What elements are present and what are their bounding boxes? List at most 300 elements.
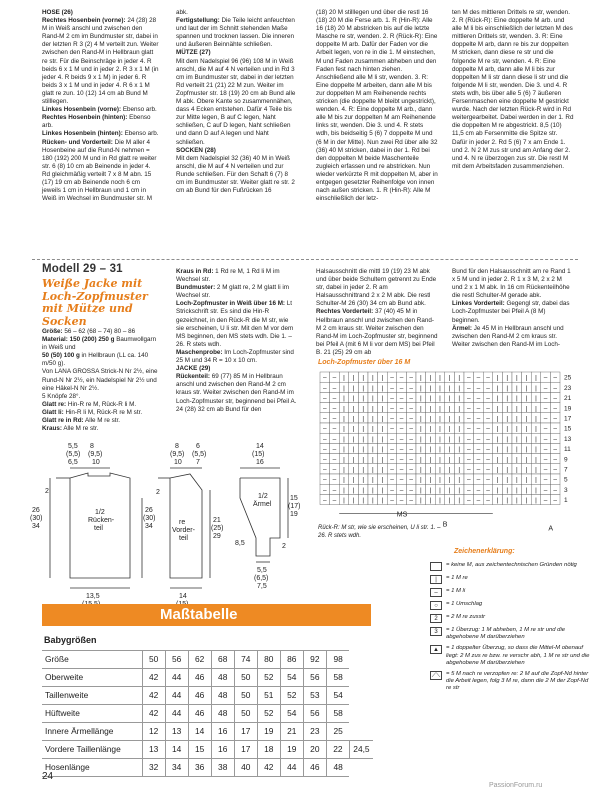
table-cell: 58 <box>326 669 349 687</box>
chart-symbol: | <box>506 476 509 484</box>
chart-symbol: | <box>448 466 451 474</box>
legend-symbol: 2 <box>430 614 442 623</box>
section-divider <box>32 259 578 260</box>
chart-symbol: | <box>371 497 374 505</box>
back-side-a: 26 <box>32 507 40 514</box>
chart-symbol: | <box>429 497 432 505</box>
chart-symbol: | <box>496 486 499 494</box>
paragraph-text: Mit dem Nadelspiel 32 (36) 40 M in Weiß anschl, die M auf 4 N verteilen und zur Runde schließen. Für den Schaft 6 (7) 8 cm im Bundmuster str. Weiter glatt re str. 2 cm ab Bund für den Fußrücken 16 <box>176 154 295 195</box>
paragraph-heading: Rückenteil: <box>176 373 210 381</box>
chart-symbol: | <box>439 415 441 423</box>
table-cell: 46 <box>188 669 211 687</box>
paragraph-text: Hin-R li M, Rück-R re M str. <box>63 408 143 416</box>
chart-symbol: | <box>535 456 537 464</box>
chart-symbol: – <box>486 435 490 443</box>
chart-symbol: – <box>553 415 558 423</box>
model-column-3 <box>316 268 438 357</box>
chart-symbol: – <box>399 466 404 474</box>
paragraph <box>176 155 298 195</box>
legend <box>430 562 590 697</box>
paragraph <box>316 308 438 357</box>
table-cell: 21 <box>280 723 303 741</box>
chart-symbol: | <box>448 486 451 494</box>
front-dim-c: 10 <box>174 459 182 466</box>
chart-symbol: – <box>486 486 490 494</box>
table-cell: 14 <box>188 723 211 741</box>
chart-symbol: – <box>332 466 337 474</box>
chart-symbol: – <box>543 497 548 505</box>
chart-symbol: | <box>535 497 537 505</box>
chart-symbol: | <box>381 384 384 392</box>
model-column-4 <box>452 268 574 349</box>
chart-symbol: | <box>458 476 461 484</box>
table-cell: 19 <box>280 741 303 759</box>
paragraph <box>452 325 574 349</box>
chart-symbol: | <box>343 476 345 484</box>
chart-symbol: | <box>362 446 365 454</box>
paragraph-text: Ebenso arb. <box>122 130 159 138</box>
chart-symbol: | <box>458 466 461 474</box>
chart-symbol: – <box>486 384 490 392</box>
chart-symbol: | <box>429 476 432 484</box>
table-cell: 18 <box>257 741 280 759</box>
chart-symbol: – <box>476 395 481 403</box>
chart-symbol: – <box>322 486 327 494</box>
chart-symbol: – <box>409 476 414 484</box>
front-dim-a: 8 <box>175 443 179 450</box>
chart-symbol: | <box>352 425 355 433</box>
chart-symbol: | <box>448 476 451 484</box>
front-side-a: 21 <box>213 517 221 524</box>
table-cell: 50 <box>234 705 257 723</box>
mass-title: Maßtabelle <box>160 606 238 623</box>
sleeve-low-a: 5,5 <box>257 567 267 574</box>
back-dim-c: 6,5 <box>68 459 78 466</box>
legend-item <box>430 671 590 693</box>
paragraph <box>42 106 160 114</box>
chart-symbol: | <box>448 456 451 464</box>
chart-symbol: – <box>486 476 490 484</box>
chart-symbol: – <box>399 415 404 423</box>
chart-symbol: | <box>419 476 422 484</box>
chart-symbol: | <box>343 395 345 403</box>
chart-symbol: – <box>476 405 481 413</box>
text-column-2 <box>176 9 298 195</box>
chart-symbol: | <box>525 446 528 454</box>
chart-symbol: | <box>515 415 518 423</box>
chart-symbol: – <box>553 497 558 505</box>
table-cell: 42 <box>142 687 165 705</box>
chart-symbol: | <box>535 374 537 382</box>
chart-symbol: | <box>525 395 528 403</box>
chart-symbol: | <box>448 395 451 403</box>
paragraph-text: (18) 20 M stilllegen und über die restl 16 (18) 20 M die Ferse arb. 1. R (Hin-R): Alle 16 (18) 20 M abstricken bis auf die letzte Masche re str, wenden. 2. R (Rück-R): Eine doppelte M arb. Dafür der Faden vor die Arbeit legen, von re in die 1. M einstechen, M und Faden zusammen abheben und den Faden fest nach hinten ziehen. Anschließend alle M li str, wenden. 3. R: Eine doppelte M arbeiten, dann alle M bis zur doppelten M am Reihenende rechts stricken (die doppelte M bleibt ungestrickt), wenden. 4. R: Eine doppelte M arb., dann alle M bis zur doppelten M am Reihenende links str, wenden. Die 3. und 4. R stets wdh, bis beidseitig 5 (6) 7 doppelte M und (6 M in der Mitte). Nun zwei Rd über alle 32 (36) 40 M stricken, dabei in der 1. Rd bei den doppelten M beide Maschenteile zugleich erfassen und re abstricken. Nun wieder verkürzte R mit doppelten M, aber in entgegen gesetzter Reihenfolge von innen nach außen stricken. 1. R (Hin-R): Alle M einschließlich der letz- <box>316 9 438 203</box>
chart-symbol: | <box>343 415 345 423</box>
legend-symbol: 3 <box>430 627 442 636</box>
chart-symbol: – <box>486 405 490 413</box>
chart-symbol: – <box>543 425 548 433</box>
paragraph-text: 24 (28) 28 M in Weiß anschl und zwischen den Rand-M 2 cm im Bundmuster str, dabei in der letzten R 3 (2) 4 M verteilt zun. Weiter zwischen den Rand-M in Hellbraun glatt re str. Für die Beinschräge in jeder 4. R beids 6 x 1 M und in jeder 2. R 3 x 1 M (in jeder 4. R beids 9 x 1 M) in jeder 6. R beids 3 x 1 M und in jeder 4. R 6 x 1 M glatt re zun. 10 (12) 14 cm ab Bund M stilllegen. <box>42 17 159 106</box>
chart-symbol: – <box>466 486 471 494</box>
paragraph <box>42 114 160 130</box>
chart-symbol: – <box>543 456 548 464</box>
chart-symbol: – <box>399 476 404 484</box>
mass-subtitle: Babygrößen <box>44 635 97 645</box>
chart-symbol: | <box>448 405 451 413</box>
chart-symbol: – <box>399 395 404 403</box>
paragraph-text: Ebenso arb. <box>42 114 151 130</box>
chart-symbol: | <box>352 435 355 443</box>
chart-symbol: | <box>525 415 528 423</box>
chart-symbol: | <box>496 435 499 443</box>
chart-symbol: | <box>439 476 441 484</box>
chart-symbol: – <box>409 456 414 464</box>
chart-symbol: | <box>458 405 461 413</box>
chart-symbol: | <box>419 415 422 423</box>
chart-symbol: | <box>419 395 422 403</box>
table-cell: 48 <box>211 669 234 687</box>
back-dim-f: 10 <box>92 459 100 466</box>
chart-symbol: | <box>381 425 384 433</box>
chart-symbol: – <box>399 384 404 392</box>
chart-symbol: – <box>543 466 548 474</box>
chart-symbol: | <box>506 486 509 494</box>
chart-symbol: | <box>458 415 461 423</box>
chart-symbol: | <box>371 466 374 474</box>
chart-symbol: | <box>381 446 384 454</box>
chart-symbol: | <box>381 486 384 494</box>
chart-symbol: | <box>352 456 355 464</box>
chart-symbol: – <box>390 486 394 494</box>
chart-symbol: – <box>486 415 490 423</box>
chart-symbol: | <box>496 395 499 403</box>
chart-symbol: | <box>371 384 374 392</box>
chart-symbol: – <box>332 456 337 464</box>
paragraph-text: Mit dem Nadelspiel 96 (96) 108 M in Weiß anschl, die M auf 4 N verteilen und in Rd 3 cm im Bundmuster str, dabei in der letzten Rd verteilt 21 (21) 22 M zun. Weiter im Zopfmuster str. 18 (19) 20 cm ab Bund alle M abk. Obere Kante so zusammennähen, dass 4 Ecken entstehen. Dafür 4 Teile bis zur Mitte legen, B auf C legen, Naht schließen, C auf D legen, Naht schließen und dann D auf A legen und Naht schließen. <box>176 57 296 146</box>
legend-item <box>430 575 590 584</box>
chart-symbol: – <box>466 446 471 454</box>
table-cell: 53 <box>303 687 326 705</box>
table-cell: 20 <box>303 741 326 759</box>
chart-symbol: – <box>399 497 404 505</box>
chart-symbol: | <box>352 476 355 484</box>
chart-symbol: – <box>466 405 471 413</box>
chart-symbol: – <box>553 466 558 474</box>
chart-symbol: | <box>496 425 499 433</box>
text-column-3 <box>316 9 438 203</box>
table-row-label: Hosenlänge <box>42 759 142 777</box>
paragraph <box>176 49 298 57</box>
chart-symbol: – <box>476 435 481 443</box>
chart-symbol: – <box>553 425 558 433</box>
back-inner-b: (30) <box>143 515 156 522</box>
chart-symbol: | <box>535 395 537 403</box>
paragraph-heading: Glatt re: <box>42 400 67 408</box>
legend-symbol <box>430 562 442 571</box>
legend-symbol: | <box>430 575 442 584</box>
paragraph-heading: Rechtes Hosenbein (vorne): <box>42 17 126 25</box>
chart-symbol: – <box>322 405 327 413</box>
chart-symbol: | <box>535 466 537 474</box>
paragraph-text: Halsausschnitt die mittl 19 (19) 23 M abk und über beide Schultern getrennt zu Ende str, dabei in jeder 2. R am Halsausschnittrand 2 x 2 M abk. Die restl Schulter-M 26 (30) 34 cm ab Bund abk. <box>316 268 437 308</box>
chart-symbol: | <box>458 374 461 382</box>
chart-symbol: | <box>419 456 422 464</box>
chart-symbol: – <box>409 384 414 392</box>
legend-item <box>430 588 590 597</box>
chart-symbol: – <box>553 384 558 392</box>
chart-symbol: – <box>543 374 548 382</box>
paragraph-heading: Kraus: <box>42 425 62 433</box>
back-inner-a: 26 <box>145 507 153 514</box>
chart-symbol: – <box>476 415 481 423</box>
chart-symbol: – <box>466 415 471 423</box>
table-cell: 42 <box>142 705 165 723</box>
chart-row-label: 21 <box>564 395 572 403</box>
chart-symbol: | <box>515 395 518 403</box>
table-cell: 38 <box>211 759 234 777</box>
chart-symbol: | <box>535 405 537 413</box>
chart-row-label: 1 <box>564 497 568 505</box>
chart-symbol: | <box>371 435 374 443</box>
chart-symbol: | <box>419 425 422 433</box>
paragraph-text: 5 Knöpfe 28°. <box>42 392 81 400</box>
chart-symbol: – <box>390 456 394 464</box>
chart-symbol: – <box>466 425 471 433</box>
paragraph-heading: Linkes Hosenbein (hinten): <box>42 130 123 138</box>
chart-symbol: | <box>419 374 422 382</box>
chart-symbol: | <box>343 425 345 433</box>
paragraph-heading: Loch-Zopfmuster in Weiß über 16 M: <box>176 300 286 308</box>
chart-symbol: | <box>535 476 537 484</box>
chart-symbol: – <box>553 476 558 484</box>
chart-symbol: – <box>322 497 327 505</box>
table-cell: 16 <box>211 741 234 759</box>
paragraph-text: Gegengl str, dabei das Loch-Zopfmuster bei Pfeil A (8 M) beginnen. <box>452 300 570 324</box>
chart-symbol: | <box>515 476 518 484</box>
table-cell: 46 <box>188 705 211 723</box>
table-cell: 54 <box>280 705 303 723</box>
chart-symbol: – <box>332 425 337 433</box>
paragraph <box>176 284 298 300</box>
table-cell: 44 <box>165 705 188 723</box>
chart-symbol: | <box>525 456 528 464</box>
chart-symbol: | <box>429 466 432 474</box>
chart-symbol: – <box>390 374 394 382</box>
chart-symbol: – <box>466 466 471 474</box>
table-cell: 52 <box>257 705 280 723</box>
chart-symbol: | <box>371 415 374 423</box>
legend-text: = 5 M nach re verzopfen re: 2 M auf die Zopf-Nd hinter die Arbeit legen, folg 3 M re, dann die 2 M der Zopf-Nd re str <box>446 671 589 692</box>
chart-symbol: – <box>332 405 337 413</box>
chart-symbol: | <box>515 466 518 474</box>
chart-symbol: | <box>352 466 355 474</box>
chart-symbol: | <box>419 466 422 474</box>
chart-symbol: | <box>362 497 365 505</box>
table-cell: 32 <box>142 759 165 777</box>
chart-symbol: – <box>543 384 548 392</box>
legend-text: = 1 doppelter Überzug, so dass die Mittel-M obenauf liegt: 2 M zus re bzw. re verschr abh, 1 M re str und die abgehobene M darüberziehen <box>446 645 590 666</box>
paragraph-text: Ebenso arb. <box>121 106 157 114</box>
sleeve-low-b: (6,5) <box>254 575 269 582</box>
table-row <box>42 705 373 723</box>
chart-symbol: | <box>429 456 432 464</box>
chart-row-label: 19 <box>564 405 572 413</box>
chart-symbol: | <box>352 486 355 494</box>
chart-symbol: | <box>448 374 451 382</box>
chart-symbol: | <box>429 435 432 443</box>
chart-symbol: | <box>448 497 451 505</box>
chart-symbol: – <box>476 425 481 433</box>
legend-item <box>430 627 590 641</box>
chart-symbol: | <box>362 476 365 484</box>
chart-symbol: – <box>390 415 394 423</box>
table-cell: 25 <box>326 723 349 741</box>
chart-symbol: – <box>486 456 490 464</box>
chart-symbol: | <box>515 486 518 494</box>
legend-item <box>430 614 590 623</box>
chart-symbol: – <box>476 466 481 474</box>
chart-symbol: – <box>543 446 548 454</box>
table-cell: 15 <box>188 741 211 759</box>
chart-symbol: | <box>535 384 537 392</box>
paragraph-heading: Linkes Hosenbein (vorne): <box>42 106 122 114</box>
model-title: Modell 29 – 31 <box>42 263 123 275</box>
paragraph <box>42 336 160 352</box>
chart-symbol: | <box>525 466 528 474</box>
chart-symbol: – <box>553 435 558 443</box>
chart-symbol: | <box>439 446 441 454</box>
chart-symbol: – <box>390 395 394 403</box>
legend-text: = 1 M li <box>446 588 466 594</box>
paragraph <box>42 130 160 138</box>
paragraph <box>176 365 298 373</box>
chart-symbol: | <box>429 405 432 413</box>
paragraph-text: 1 Rd re M, 1 Rd li M im Wechsel str. <box>176 268 280 284</box>
table-cell: 48 <box>326 759 349 777</box>
paragraph <box>42 17 160 106</box>
table-cell: 62 <box>188 651 211 669</box>
chart-symbol: – <box>399 425 404 433</box>
chart-symbol: – <box>543 486 548 494</box>
chart-grid <box>320 372 560 505</box>
paragraph-heading: Maschenprobe: <box>176 348 223 356</box>
table-cell: 13 <box>165 723 188 741</box>
chart-symbol: | <box>496 415 499 423</box>
sleeve-low-c: 7,5 <box>257 583 267 590</box>
chart-symbol: | <box>439 486 441 494</box>
chart-symbol: | <box>525 435 528 443</box>
paragraph-heading: Linkes Vorderteil: <box>452 300 505 308</box>
paragraph-heading: Fertigstellung: <box>176 17 220 25</box>
back-label-c: teil <box>94 525 103 532</box>
chart-symbol: | <box>352 415 355 423</box>
page-number: 24 <box>42 771 54 782</box>
chart-symbol: | <box>506 415 509 423</box>
chart-symbol: | <box>535 486 537 494</box>
chart-symbol: – <box>486 466 490 474</box>
legend-text: = 2 M re zusstr <box>446 614 486 620</box>
chart-symbol: | <box>535 415 537 423</box>
chart-symbol: – <box>409 486 414 494</box>
chart-symbol: – <box>332 486 337 494</box>
text-column-1 <box>42 9 160 203</box>
chart-symbol: | <box>515 446 518 454</box>
chart-symbol: – <box>322 415 327 423</box>
chart-symbol: – <box>476 497 481 505</box>
paragraph-heading: Bundmuster: <box>176 284 216 292</box>
chart-symbol: | <box>362 466 365 474</box>
chart-symbol: | <box>439 395 441 403</box>
chart-symbol: – <box>543 395 548 403</box>
back-label-a: 1/2 <box>95 509 105 516</box>
chart-symbol: – <box>466 395 471 403</box>
front-label-c: teil <box>179 535 188 542</box>
chart-symbol: | <box>439 456 441 464</box>
chart-symbol: | <box>515 405 518 413</box>
table-row-label: Größe <box>42 651 142 669</box>
table-cell: 86 <box>280 651 303 669</box>
chart-symbol: – <box>390 405 394 413</box>
chart-symbol: | <box>506 497 509 505</box>
legend-symbol: – <box>430 588 442 597</box>
chart-symbol: – <box>553 486 558 494</box>
chart-symbol: | <box>429 395 432 403</box>
table-cell: 56 <box>303 705 326 723</box>
chart-symbol: | <box>429 384 432 392</box>
chart-symbol: – <box>332 435 337 443</box>
chart-symbol: | <box>535 425 537 433</box>
chart-symbol: – <box>466 384 471 392</box>
chart-symbol: – <box>390 466 394 474</box>
chart-symbol: – <box>322 435 327 443</box>
chart-symbol: | <box>439 425 441 433</box>
paragraph-heading: Kraus in Rd: <box>176 268 214 275</box>
chart-symbol: | <box>343 466 345 474</box>
chart-symbol: – <box>332 415 337 423</box>
chart-symbol: – <box>390 425 394 433</box>
chart-row-label: 15 <box>564 425 572 433</box>
back-dim-b: (5,5) <box>66 451 81 458</box>
sleeve-top-b: (15) <box>252 451 265 458</box>
chart-symbol: – <box>399 405 404 413</box>
table-cell: 34 <box>165 759 188 777</box>
chart-symbol: – <box>332 476 337 484</box>
chart-symbol: | <box>419 384 422 392</box>
table-cell: 80 <box>257 651 280 669</box>
paragraph-text: in Hellbraun (LL ca. 140 m/50 g). <box>42 352 149 368</box>
chart-symbol: | <box>362 395 365 403</box>
paragraph-heading: HOSE (26) <box>42 9 73 16</box>
front-label-b: Vorder- <box>172 527 195 534</box>
chart-symbol: | <box>429 415 432 423</box>
paragraph <box>452 268 574 300</box>
chart-symbol: | <box>381 395 384 403</box>
sleeve-cuff: 8,5 <box>235 540 245 547</box>
paragraph <box>42 417 160 425</box>
chart-symbol: – <box>543 435 548 443</box>
paragraph <box>42 328 160 336</box>
chart-symbol: | <box>458 497 461 505</box>
chart-symbol: | <box>381 415 384 423</box>
chart-symbol: – <box>409 435 414 443</box>
chart-symbol: | <box>535 435 537 443</box>
chart-symbol: – <box>409 425 414 433</box>
back-side-b: (30) <box>30 515 43 522</box>
chart-symbol: | <box>371 456 374 464</box>
chart-symbol: | <box>535 446 537 454</box>
paragraph <box>42 401 160 409</box>
chart-symbol: | <box>448 425 451 433</box>
